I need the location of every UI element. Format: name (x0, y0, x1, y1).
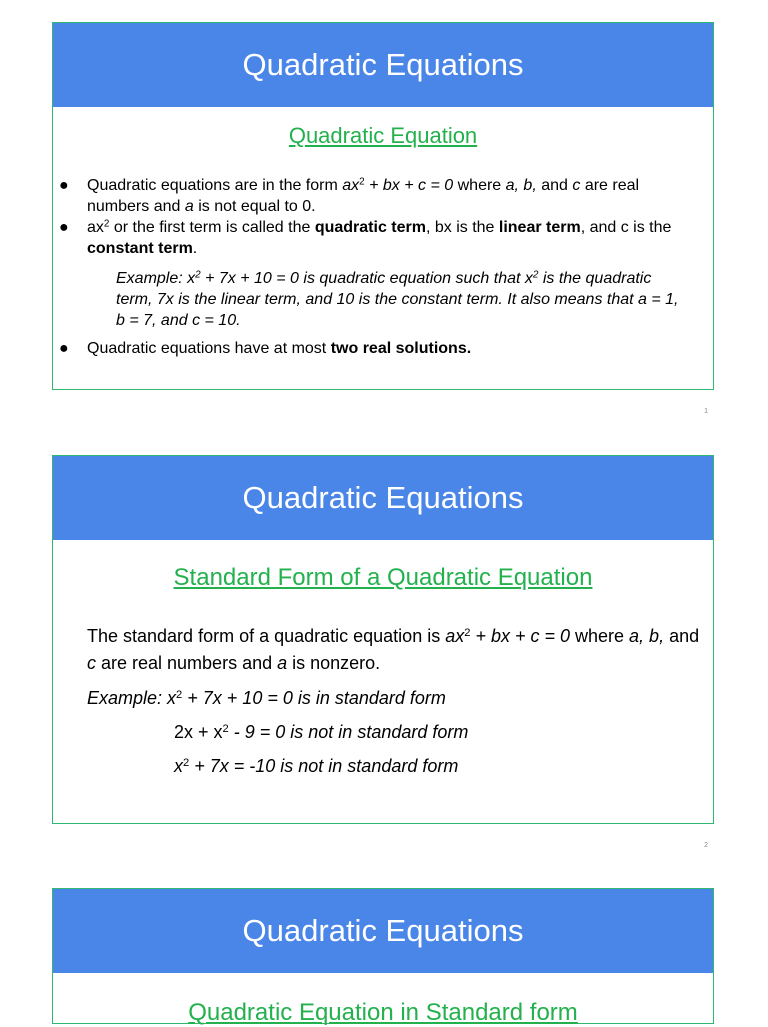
slide-3-title: Quadratic Equations (242, 913, 524, 948)
slide-1-bullet-list (53, 175, 713, 359)
slide-2-title: Quadratic Equations (242, 480, 524, 515)
slide-1-title: Quadratic Equations (242, 47, 524, 82)
bullet-form: ● Quadratic equations are in the form $ax^2$ + bx + c = 0 where a, b, and c are real numbers and a is not equal to 0. (59, 176, 640, 215)
slide-2-subtitle: Standard Form of a Quadratic Equation (173, 564, 593, 591)
standard-form-definition: The standard form of a quadratic equation is $ax^2$ + bx + c = 0 where a, b, and c are real numbers and a is nonzero. (87, 626, 700, 673)
example-not-standard-1: $2x + x^2 - 9 = 0$ is not in standard form (174, 722, 469, 742)
bullet-solutions: ● Quadratic equations have at most two real solutions. (59, 340, 472, 357)
page-number-1: 1 (704, 408, 708, 415)
bullet-dot: ● (59, 340, 69, 357)
bullet-dot: ● (59, 219, 69, 236)
example-standard: Example: $x^2 + 7x + 10 = 0$ is in standard form (87, 688, 446, 708)
bullet-dot: ● (59, 177, 69, 194)
slide-1 (52, 22, 714, 390)
slide-2-header (53, 456, 713, 540)
slide-3-header (53, 889, 713, 973)
slide-2-body (87, 623, 713, 779)
example-not-standard-2: $x^2 + 7x = -10$ is not in standard form (174, 756, 459, 776)
slide-3-subtitle: Quadratic Equation in Standard form (188, 999, 578, 1026)
slide-3 (52, 888, 714, 1024)
slide-1-subtitle: Quadratic Equation (288, 123, 478, 148)
bullet-terms: ● $ax^2$ or the first term is called the quadratic term, bx is the linear term, and c is the constant term. (59, 218, 672, 257)
page-number-2: 2 (704, 842, 708, 849)
slide-1-header (53, 23, 713, 107)
example-terms: Example: $x^2 + 7x + 10 = 0$ is quadratic equation such that $x^2$ is the quadratic term, 7x is the linear term, and 10 is the constant term. It also means that a = 1, b = 7, and c = 10. (116, 269, 679, 329)
